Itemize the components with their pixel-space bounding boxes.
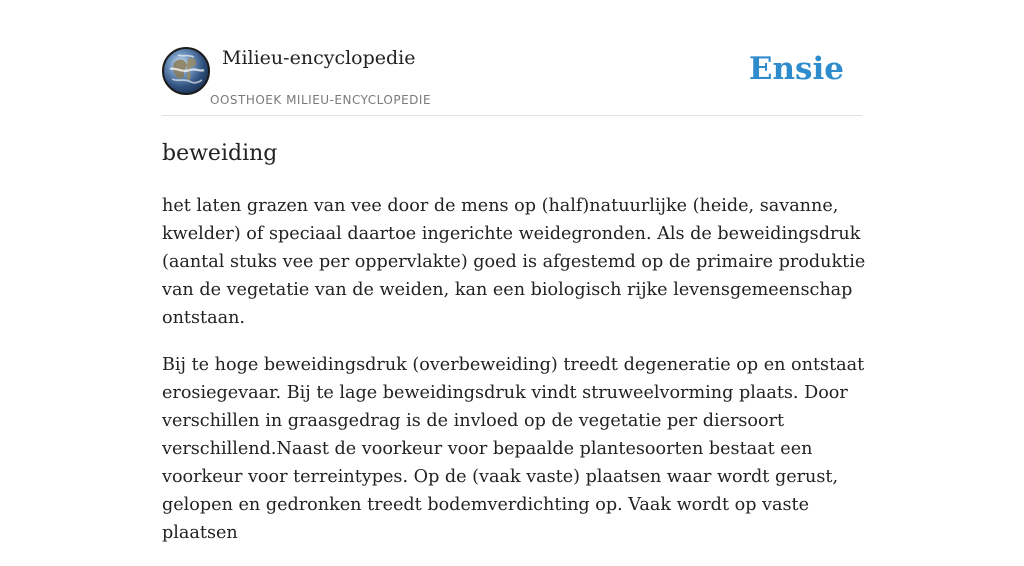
earth-globe-icon[interactable] bbox=[162, 47, 210, 95]
entry-paragraph: het laten grazen van vee door de mens op (half)natuurlijke (heide, savanne, kwelder) of speciaal daartoe ingerichte weidegronden. Als de beweidingsdruk (aantal stuks vee per oppervlakte) goed is afgestemd op de primaire produktie van de vegetatie van de weiden, kan een biologisch rijke levensgemeenschap ontstaan. bbox=[162, 196, 866, 328]
site-subtitle: OOSTHOEK MILIEU-ENCYCLOPEDIE bbox=[210, 93, 432, 107]
brand-logo-link[interactable]: Ensie bbox=[748, 51, 844, 87]
site-header bbox=[162, 46, 862, 116]
entry-paragraph: Bij te hoge beweidingsdruk (overbeweiding) treedt degeneratie op en ontstaat erosiegevaar. Bij te lage beweidingsdruk vindt struweelvorming plaats. Door verschillen in graasgedrag is de invloed op de vegetatie per diersoort verschillend.Naast de voorkeur voor bepaalde plantesoorten bestaat een voorkeur voor terreintypes. Op de (vaak vaste) plaatsen waar wordt gerust, gelopen en gedronken treedt bodemverdichting op. Vaak wordt op vaste plaatsen bbox=[162, 355, 865, 543]
entry-title: beweiding bbox=[162, 141, 278, 166]
entry-content bbox=[162, 192, 867, 566]
site-title-link[interactable]: Milieu-encyclopedie bbox=[222, 47, 416, 69]
